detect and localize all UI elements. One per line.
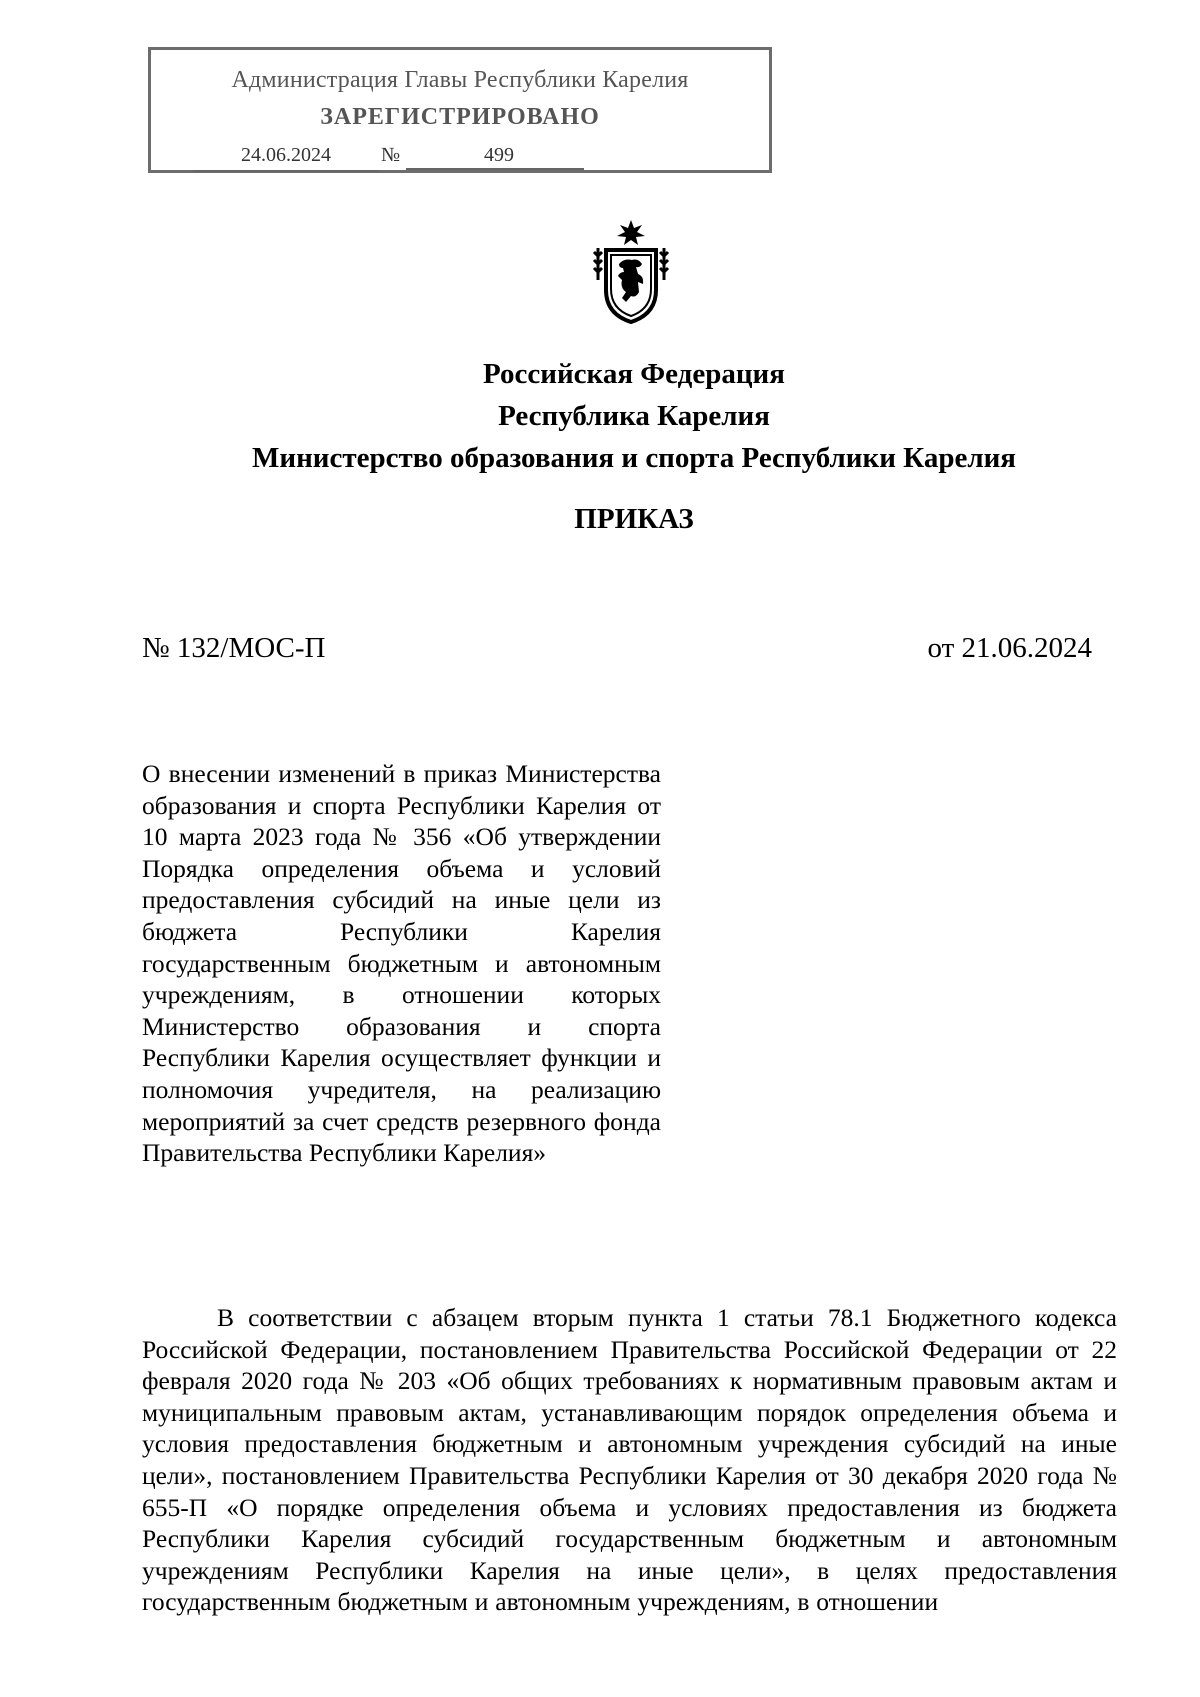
stamp-number-label: № [381,144,401,166]
order-body-paragraph: В соответствии с абзацем вторым пункта 1 статьи 78.1 Бюджетного кодекса Российской Федерации, постановлением Правительства Российской Федерации от 22 февраля 2020 года № 203 «Об общих требованиях к нормативным правовым актам и муниципальным правовым актам, устанавливающим порядок определения объема и условия предоставления бюджетным и автономным учреждения субсидий на иные цели», постановлением Правительства Республики Карелия от 30 декабря 2020 года № 655-П «О порядке определения объема и условиях предоставления из бюджета Республики Карелия субсидий государственным бюджетным и автономным учреждениям Республики Карелия на иные цели», в целях предоставления государственным бюджетным и автономным учреждениям, в отношении [142,1303,1117,1617]
stamp-status: ЗАРЕГИСТРИРОВАНО [320,104,600,130]
order-date: от 21.06.2024 [927,632,1092,664]
stamp-date: 24.06.2024 [193,144,379,172]
header-region: Республика Карелия [498,400,770,432]
document-type: ПРИКАЗ [574,503,694,535]
order-number: № 132/МОС-П [142,632,326,664]
header-country: Российская Федерация [483,358,785,390]
karelia-coat-of-arms-icon [586,218,676,326]
registration-stamp [148,47,772,173]
header-ministry: Министерство образования и спорта Республики Карелия [252,442,1016,474]
stamp-organization: Администрация Главы Республики Карелия [231,67,689,93]
stamp-number: 499 [406,144,584,170]
order-subject: О внесении изменений в приказ Министерства образования и спорта Республики Карелия от 10 марта 2023 года № 356 «Об утверждении Порядка определения объема и условий предоставления субсидий на иные цели из бюджета Республики Карелия государственным бюджетным и автономным учреждениям, в отношении которых Министерство образования и спорта Республики Карелия осуществляет функции и полномочия учредителя, на реализацию мероприятий за счет средств резервного фонда Правительства Республики Карелия» [142,759,661,1168]
